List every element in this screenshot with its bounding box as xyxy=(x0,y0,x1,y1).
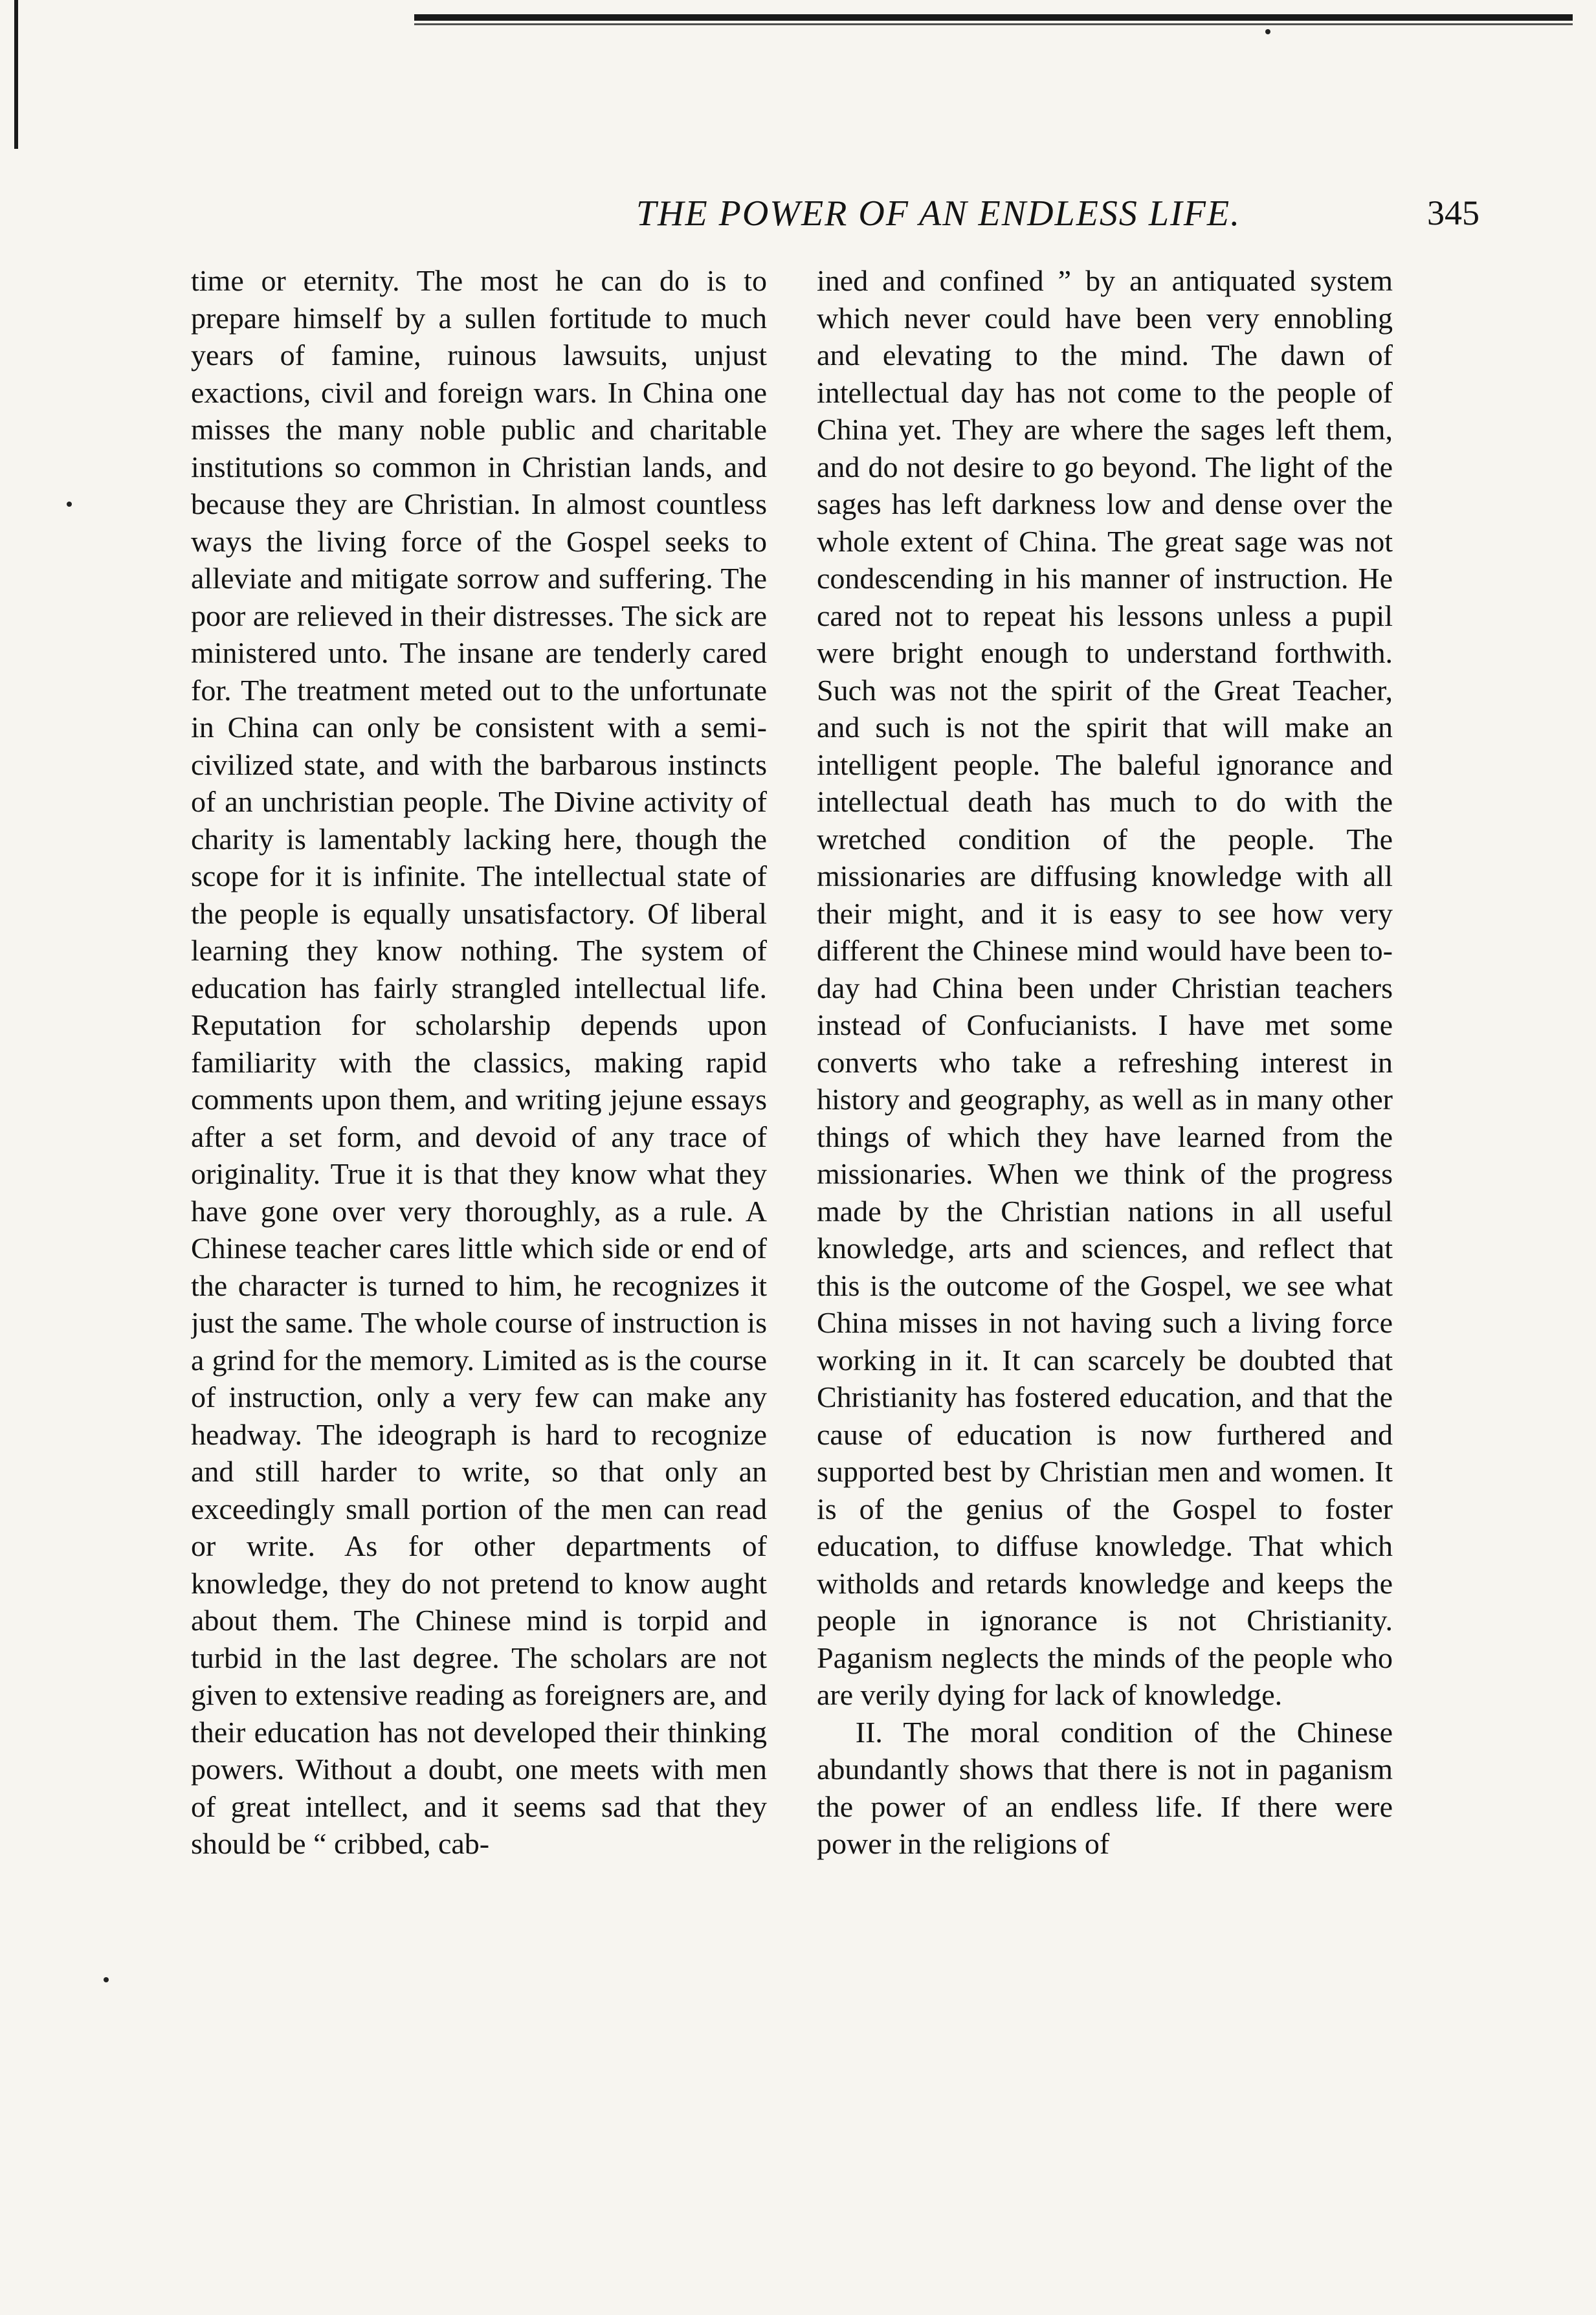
left-paragraph-1: time or eternity. The most he can do is to prepare himself by a sullen fortitude to much years of famine, ruinous lawsuits, unjust exactions, civil and foreign wars. In China one misses the many noble public and charitable institutions so common in Christian lands, and because they are Christian. In almost countless ways the living force of the Gospel seeks to alleviate and mitigate sorrow and suffering. The poor are relieved in their distresses. The sick are ministered unto. The insane are tenderly cared for. The treatment meted out to the unfortunate in China can only be consistent with a semi-civilized state, and with the barbarous instincts of an unchristian people. The Divine activity of charity is lamentably lacking here, though the scope for it is infinite. The intellectual state of the people is equally unsatisfactory. Of liberal learning they know nothing. The system of education has fairly strangled intellectual life. Reputation for scholarship depends upon familiarity with the classics, making rapid comments upon them, and writing jejune essays after a set form, and devoid of any trace of originality. True it is that they know what they have gone over very thoroughly, as a rule. A Chinese teacher cares little which side or end of the character is turned to him, he recognizes it just the same. The whole course of instruction is a grind for the memory. Limited as is the course of instruction, only a very few can make any headway. The ideograph is hard to recognize and still harder to write, so that only an exceedingly small portion of the men can read or write. As for other departments of knowledge, they do not pretend to know aught about them. The Chinese mind is torpid and turbid in the last degree. The scholars are not given to extensive reading as foreigners are, and their education has not developed their thinking powers. Without a doubt, one meets with men of great intellect, and it seems sad that they should be “ cribbed, cab- xyxy=(191,264,767,1860)
right-column xyxy=(817,262,1393,2243)
right-paragraph-2: II. The moral condition of the Chinese abundantly shows that there is not in paganism the power of an endless life. If there were power in the religions of xyxy=(817,1715,1393,1860)
page-number: 345 xyxy=(1427,194,1480,232)
top-rule xyxy=(414,14,1573,21)
top-rule-thin xyxy=(414,23,1573,25)
running-head: THE POWER OF AN ENDLESS LIFE. xyxy=(636,194,1241,234)
left-column xyxy=(191,262,767,2243)
margin-speck xyxy=(1265,29,1270,34)
right-paragraph-1: ined and confined ” by an antiquated system which never could have been very ennobling and elevating to the mind. The dawn of intellectual day has not come to the people of China yet. They are where the sages left them, and do not desire to go beyond. The light of the sages has left darkness low and dense over the whole extent of China. The great sage was not condescending in his manner of instruction. He cared not to repeat his lessons unless a pupil were bright enough to understand forthwith. Such was not the spirit of the Great Teacher, and such is not the spirit that will make an intelligent people. The baleful ignorance and intellectual death has much to do with the wretched condition of the people. The missionaries are diffusing knowledge with all their might, and it is easy to see how very different the Chinese mind would have been to-day had China been under Christian teachers instead of Confucianists. I have met some converts who take a refreshing interest in history and geography, as well as in many other things of which they have learned from the missionaries. When we think of the progress made by the Christian nations in all useful knowledge, arts and sciences, and reflect that this is the outcome of the Gospel, we see what China misses in not having such a living force working in it. It can scarcely be doubted that Christianity has fostered education, and that the cause of education is now furthered and supported best by Christian men and women. It is of the genius of the Gospel to foster education, to diffuse knowledge. That which witholds and retards knowledge and keeps the people in ignorance is not Christianity. Paganism neglects the minds of the people who are verily dying for lack of knowledge. xyxy=(817,264,1393,1711)
margin-speck xyxy=(67,502,72,507)
margin-speck xyxy=(104,1977,109,1982)
binding-margin-rule xyxy=(14,0,18,149)
